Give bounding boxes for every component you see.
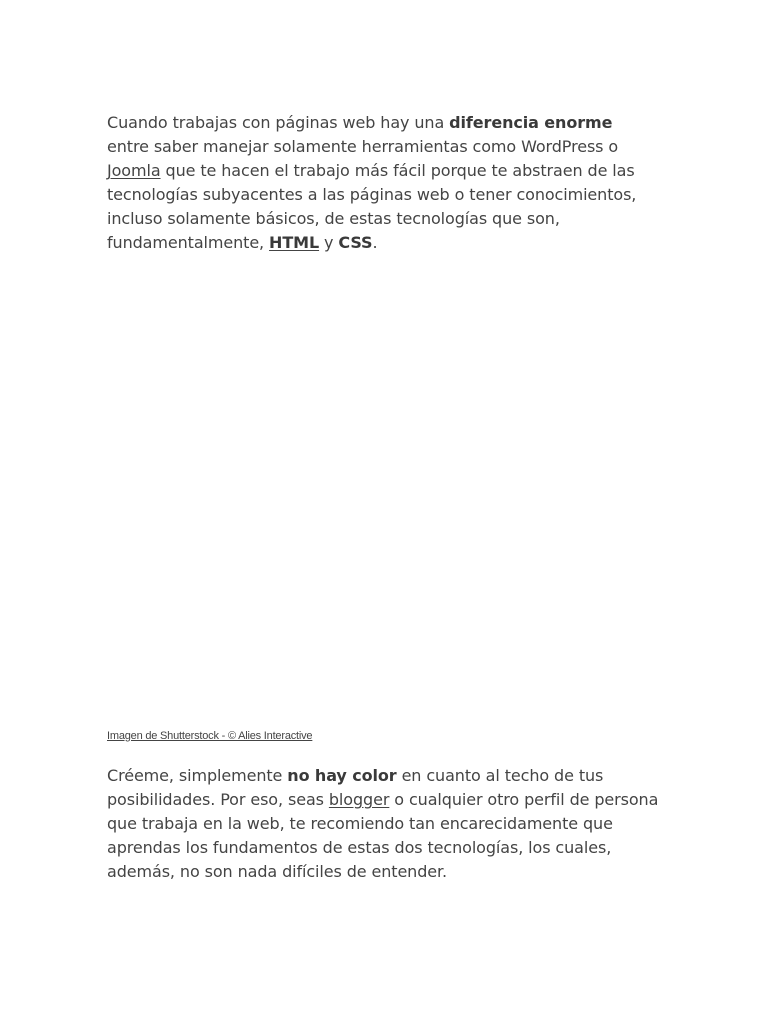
text-segment: .: [372, 233, 378, 252]
html-link[interactable]: [269, 233, 319, 252]
text-segment: entre saber manejar solamente herramientas como WordPress o: [107, 137, 619, 156]
text-segment: y: [319, 233, 339, 252]
css-term: CSS: [338, 233, 373, 252]
blogger-link[interactable]: blogger: [328, 790, 390, 809]
article-image: [107, 270, 659, 710]
text-segment: o cualquier otro perfil de persona que trabaja en la web, te recomiendo tan encarecidamente que aprendas los fundamentos de estas dos tecnologías, los cuales, además, no son nada difíciles de entender.: [107, 790, 659, 881]
text-segment: Créeme, simplemente: [107, 766, 288, 785]
joomla-link[interactable]: Joomla: [107, 161, 161, 180]
text-segment: Cuando trabajas con páginas web hay una: [107, 113, 450, 132]
text-segment: en cuanto al techo de tus posibilidades. Por eso, seas: [107, 766, 604, 809]
second-paragraph: [107, 764, 659, 884]
text-segment: que te hacen el trabajo más fácil porque te abstraen de las tecnologías subyacentes a las páginas web o tener conocimientos, incluso solamente básicos, de estas tecnologías que son, fundamentalmente,: [107, 161, 637, 252]
image-caption-link[interactable]: Imagen de Shutterstock - © Alies Interactive: [107, 730, 313, 742]
html-link-label: HTML: [269, 233, 320, 252]
intro-paragraph: [107, 111, 659, 255]
bold-phrase: no hay color: [287, 766, 397, 785]
bold-phrase: diferencia enorme: [449, 113, 613, 132]
